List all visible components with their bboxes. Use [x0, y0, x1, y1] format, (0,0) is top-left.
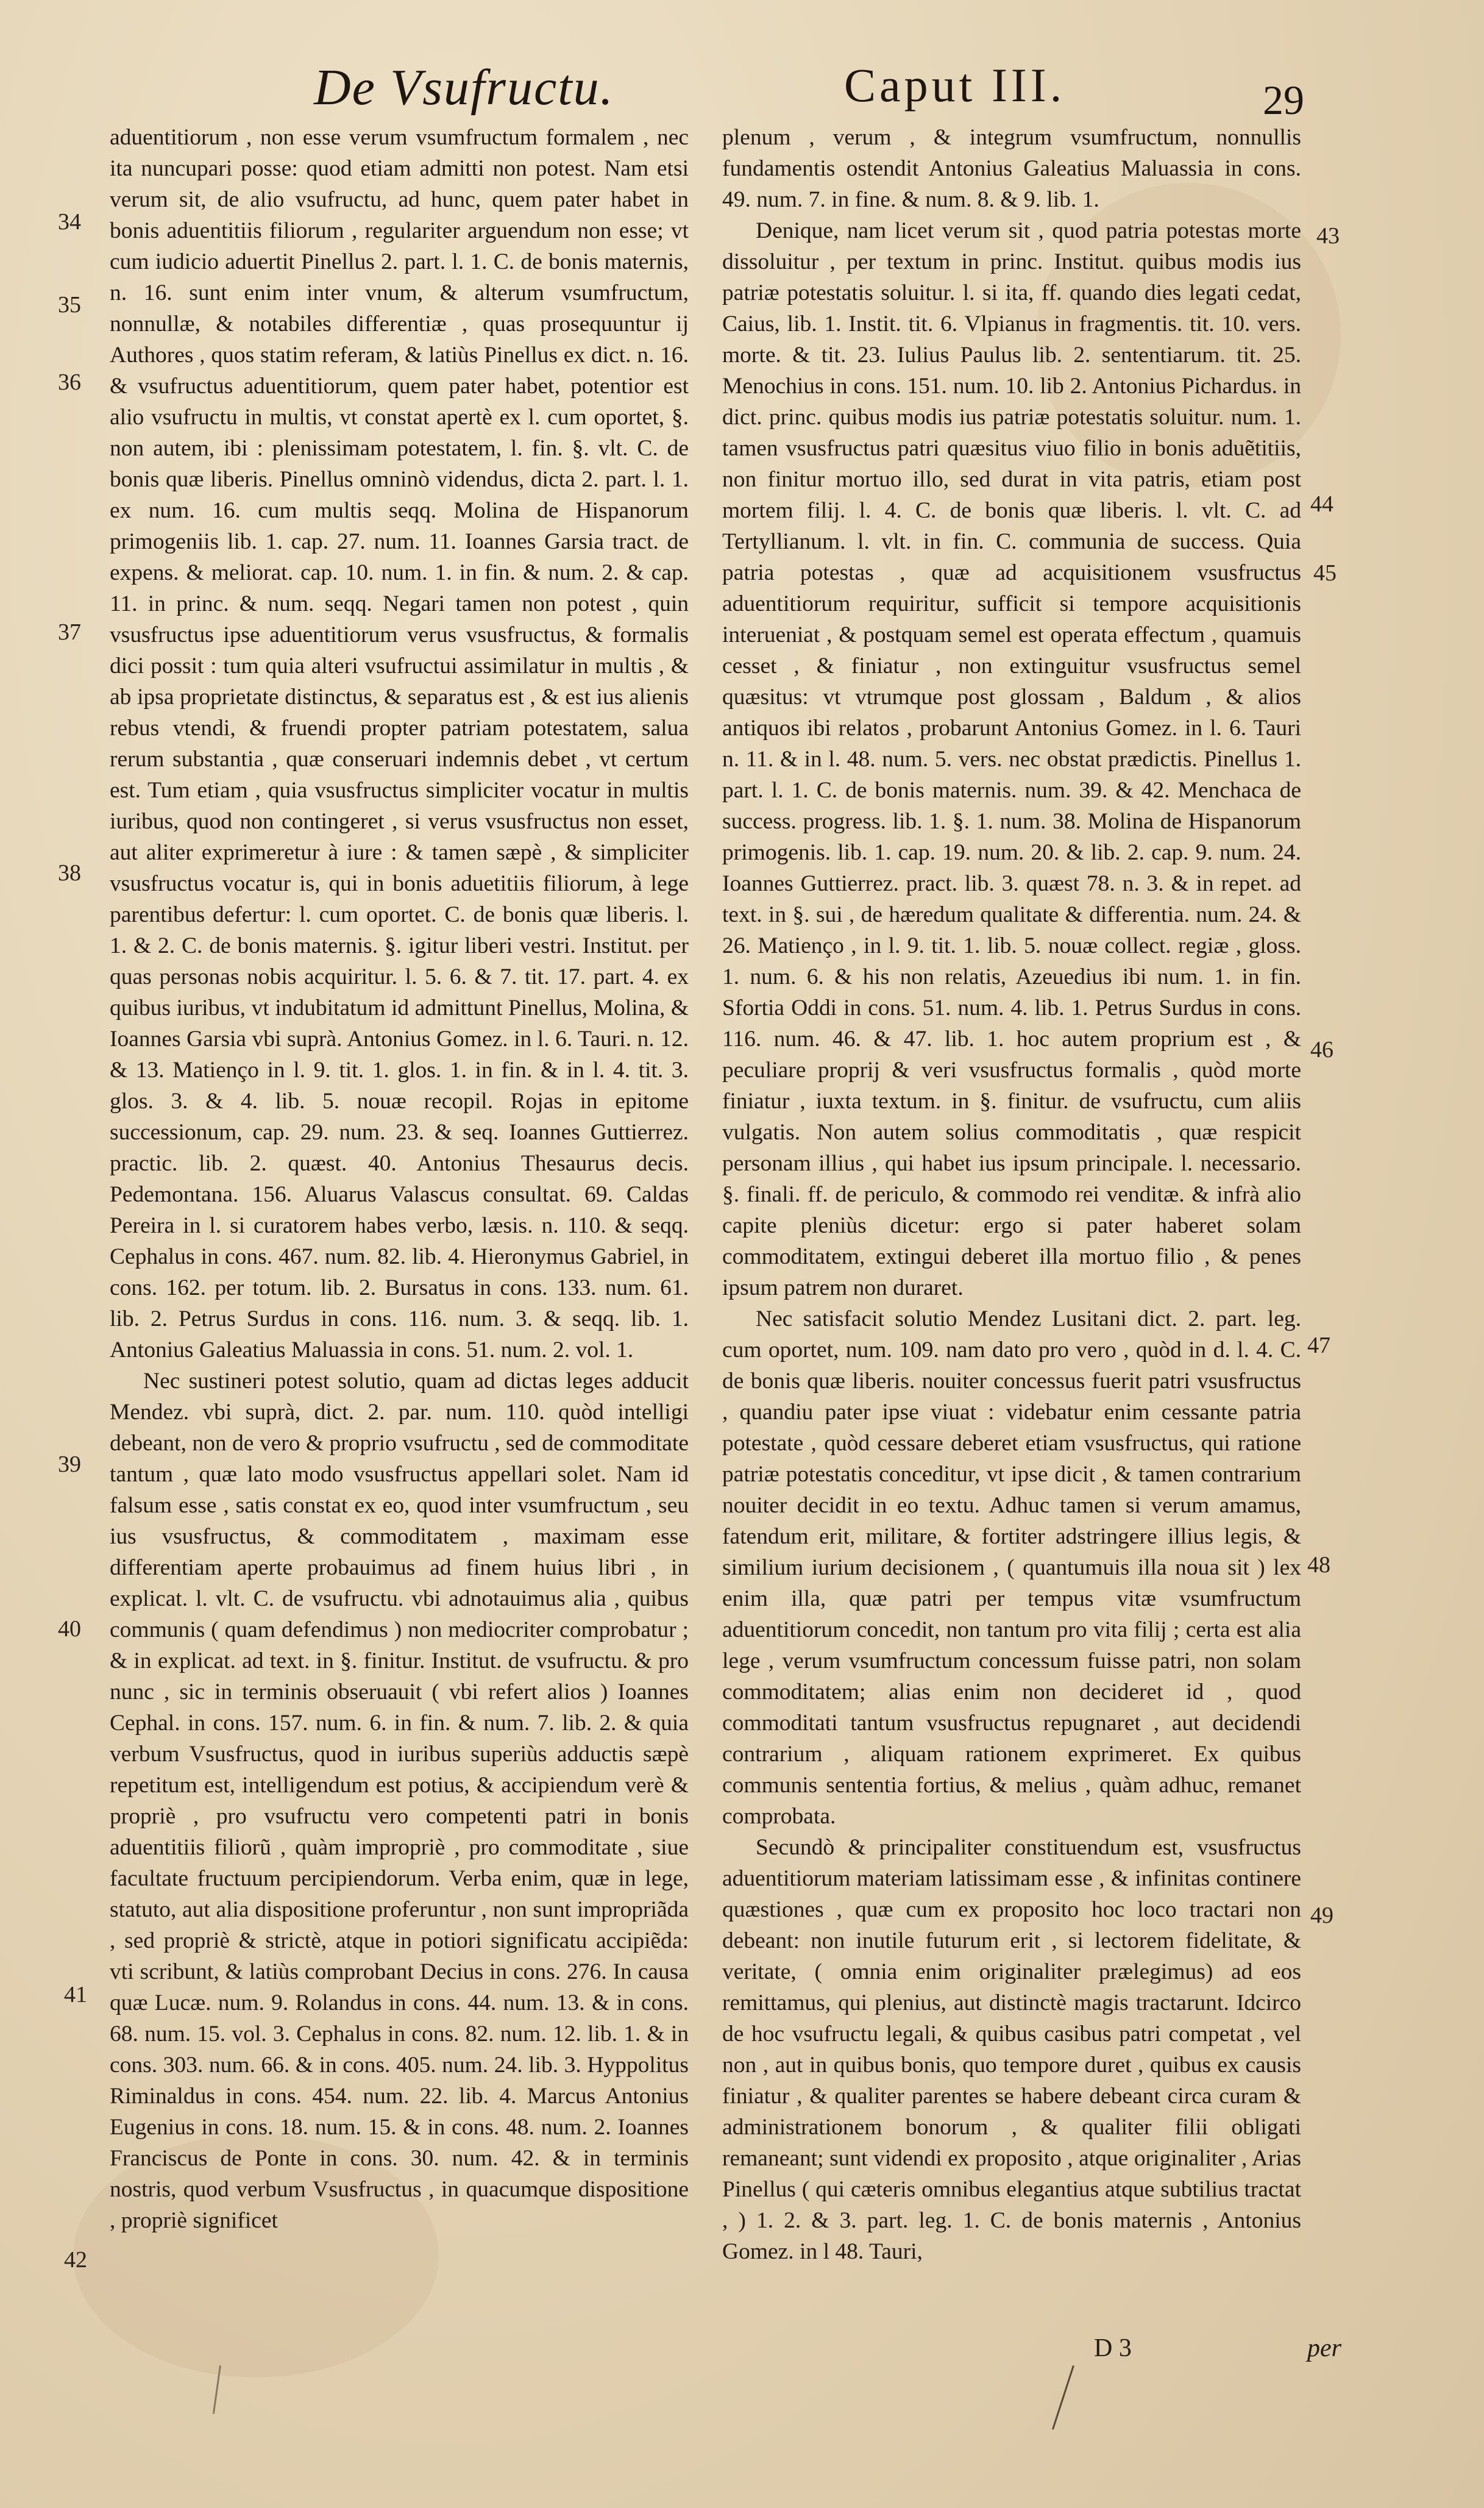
margin-number: 46	[1310, 1037, 1333, 1063]
running-title: De Vsufructu.	[314, 59, 614, 116]
catchword: per	[1307, 2334, 1341, 2362]
paragraph: Nec sustineri potest solutio, quam ad dictas leges adducit Mendez. vbi suprà, dict. 2. par. num. 110. quòd intelligi debeant, non de vero & proprio vsufructu , sed de commoditate tantum , quæ lato modo vsusfructus appellari solet. Nam id falsum esse , satis constat ex eo, quod inter vsumfructum , seu ius vsusfructus, & commoditatem , maximam esse differentiam aperte probauimus ad finem huius libri , in explicat. l. vlt. C. de vsufructu. vbi adnotauimus alia , quibus communis ( quam defendimus ) non mediocriter comprobatur ; & in explicat. ad text. in §. finitur. Institut. de vsufructu. & pro nunc , sic in terminis obseruauit ( vbi refert alios ) Ioannes Cephal. in cons. 157. num. 6. in fin. & num. 7. lib. 2. & quia verbum Vsusfructus, quod in iuribus superiùs adductis sæpè repetitum est, intelligendum est potius, & accipiendum verè & propriè , pro vsufructu vero competenti patri in bonis aduentitiis filiorũ , quàm impropriè , pro commoditate , siue facultate fructuum percipiendorum. Verba enim, quæ in lege, statuto, aut alia dispositione proferuntur , non sunt impropriãda , sed propriè & strictè, atque in potiori significatu accipiẽda: vti scribunt, & latiùs comprobant Decius in cons. 276. In causa quæ Lucæ. num. 9. Rolandus in cons. 44. num. 13. & in cons. 68. num. 15. vol. 3. Cephalus in cons. 82. num. 12. lib. 1. & in cons. 303. num. 66. & in cons. 405. num. 24. lib. 3. Hyppolitus Riminaldus in cons. 454. num. 22. lib. 4. Marcus Antonius Eugenius in cons. 18. num. 15. & in cons. 48. num. 2. Ioannes Franciscus de Ponte in cons. 30. num. 42. & in terminis nostris, quod verbum Vsusfructus , in quacumque dispositione , propriè significet	[110, 1369, 689, 2233]
margin-number: 45	[1313, 560, 1337, 586]
margin-number: 47	[1307, 1333, 1330, 1358]
left-column	[110, 122, 689, 2347]
paragraph: aduentitiorum , non esse verum vsumfructum formalem , nec ita nuncupari posse: quod etiam admitti non potest. Nam etsi verum sit, de alio vsufructu, ad hunc, quem pater habet in bonis aduentitiis filiorum , regulariter arguendum non esse; vt cum iudicio aduertit Pinellus 2. part. l. 1. C. de bonis maternis, n. 16. sunt enim inter vnum, & alterum vsumfructum, nonnullæ, & notabiles differentiæ , quas prosequuntur ij Authores , quos statim referam, & latiùs Pinellus ex dict. n. 16. & vsufructus aduentitiorum, quem pater habet, potentior est alio vsufructu in multis, vt constat apertè ex l. cum oportet, §. non autem, ibi : plenissimam potestatem, l. fin. §. vlt. C. de bonis quæ liberis. Pinellus omninò videndus, dicta 2. part. l. 1. ex num. 16. cum multis seqq. Molina de Hispanorum primogeniis lib. 1. cap. 27. num. 11. Ioannes Garsia tract. de expens. & meliorat. cap. 10. num. 1. in fin. & num. 2. & cap. 11. in princ. & num. seqq. Negari tamen non potest , quin vsusfructus ipse aduentitiorum verus vsusfructus, & formalis dici possit : tum quia alteri vsufructui assimilatur in multis , & ab ipsa proprietate distinctus, & separatus est , & est ius alienis rebus vtendi, & fruendi propter patriam potestatem, salua rerum substantia , quæ conseruari indemnis debet , vt certum est. Tum etiam , quia vsusfructus simpliciter vocatur in multis iuribus, quod non contingeret , si verus vsusfructus non esset, aut aliter exprimeretur à iure : & tamen sæpè , & simpliciter vsusfructus vocatur is, qui in bonis aduetitiis filiorum, à lege parentibus defertur: l. cum oportet. C. de bonis quæ liberis. l. 1. & 2. C. de bonis maternis. §. igitur liberi vestri. Institut. per quas personas nobis acquiritur. l. 5. 6. & 7. tit. 17. part. 4. ex quibus iuribus, vt indubitatum id admittunt Pinellus, Molina, & Ioannes Garsia vbi suprà. Antonius Gomez. in l. 6. Tauri. n. 12. & 13. Matienço in l. 9. tit. 1. glos. 1. in fin. & in l. 4. tit. 3. glos. 3. & 4. lib. 5. nouæ recopil. Rojas in epitome successionum, cap. 29. num. 23. & seq. Ioannes Guttierrez. practic. lib. 2. quæst. 40. Antonius Thesaurus decis. Pedemontana. 156. Aluarus Valascus consultat. 69. Caldas Pereira in l. si curatorem habes verbo, læsis. n. 110. & seqq. Cephalus in cons. 467. num. 82. lib. 4. Hieronymus Gabriel, in cons. 162. per totum. lib. 2. Bursatus in cons. 133. num. 61. lib. 2. Petrus Surdus in cons. 116. num. 3. & seqq. lib. 1. Antonius Galeatius Maluassia in cons. 51. num. 2. vol. 1.	[110, 125, 689, 1363]
right-column	[722, 122, 1301, 2347]
paragraph: plenum , verum , & integrum vsumfructum, nonnullis fundamentis ostendit Antonius Galeatius Maluassia in cons. 49. num. 7. in fine. & num. 8. & 9. lib. 1.	[722, 125, 1301, 212]
margin-number: 48	[1307, 1552, 1330, 1578]
ink-stroke	[1052, 2365, 1074, 2430]
chapter-title: Caput III.	[844, 59, 1066, 112]
margin-number: 35	[58, 292, 81, 318]
margin-number: 43	[1316, 223, 1340, 249]
paragraph: Nec satisfacit solutio Mendez Lusitani dict. 2. part. leg. cum oportet, num. 109. nam dato pro vero , quòd in d. l. 4. C. de bonis quæ liberis. nouiter concessus fuerit patri vsusfructus , quandiu pater ipse viuat : videbatur enim cessante patria potestate , quòd cessare deberet etiam vsusfructus, qui ratione patriæ potestatis conceditur, vt ipse dicit , & tamen contrarium nouiter decidit in eo textu. Adhuc tamen si verum amamus, fatendum erit, militare, & fortiter adstringere illius legis, & similium iurium decisionem , ( quantumuis illa noua sit ) lex enim illa, quæ patri per tempus vitæ vsumfructum aduentitiorum concedit, non tantum pro vita filij ; certa est alia lege , verum vsumfructum concessum fuisse patri, non solam commoditatem; alias enim non decideret id , quod commoditati tantum vsusfructus repugnaret , aut decidendi contrarium , aliquam rationem exprimeret. Ex quibus communis sententia fortius, & melius , quàm adhuc, remanet comprobata.	[722, 1306, 1301, 1829]
margin-number: 44	[1310, 491, 1333, 517]
signature-mark: D 3	[1094, 2334, 1132, 2362]
margin-number: 34	[58, 209, 81, 235]
page-number: 29	[1263, 77, 1304, 123]
paragraph: Denique, nam licet verum sit , quod patria potestas morte dissoluitur , per textum in princ. Institut. quibus modis ius patriæ potestatis soluitur. l. si ita, ff. quando dies legati cedat, Caius, lib. 1. Instit. tit. 6. Vlpianus in fragmentis. tit. 10. vers. morte. & tit. 23. Iulius Paulus lib. 2. sententiarum. tit. 25. Menochius in cons. 151. num. 10. lib 2. Antonius Pichardus. in dict. princ. quibus modis ius patriæ potestatis soluitur. num. 1. tamen vsusfructus patri quæsitus viuo filio in bonis aduẽtitiis, non finitur mortuo illo, sed durat in vita patris, etiam post mortem filij. l. 4. C. de bonis quæ liberis. l. vlt. C. ad Tertyllianum. l. vlt. in fin. C. communia de success. Quia patria potestas , quæ ad acquisitionem vsusfructus aduentitiorum requiritur, sufficit si tempore acquisitionis interueniat , & postquam semel est operata effectum , quamuis cesset , & finiatur , non extinguitur vsusfructus semel quæsitus: vt vtrumque post glossam , Baldum , & alios antiquos ibi relatos , probarunt Antonius Gomez. in l. 6. Tauri n. 11. & in l. 48. num. 5. vers. nec obstat prædictis. Pinellus 1. part. l. 1. C. de bonis maternis. num. 39. & 42. Menchaca de success. progress. lib. 1. §. 1. num. 38. Molina de Hispanorum primogenis. lib. 1. cap. 19. num. 20. & lib. 2. cap. 9. num. 24. Ioannes Guttierrez. pract. lib. 3. quæst 78. n. 3. & in repet. ad text. in §. sui , de hæredum qualitate & differentia. num. 24. & 26. Matienço , in l. 9. tit. 1. lib. 5. nouæ collect. regiæ , gloss. 1. num. 6. & his non relatis, Azeuedius ibi num. 1. in fin. Sfortia Oddi in cons. 51. num. 4. lib. 1. Petrus Surdus in cons. 116. num. 46. & 47. lib. 1. hoc autem proprium est , & peculiare proprij & veri vsusfructus formalis , quòd morte finiatur , iuxta textum. in §. finitur. de vsufructu, cum aliis vulgatis. Non autem solius commoditatis , quæ respicit personam illius , qui habet ius ipsum principale. l. necessario. §. finali. ff. de periculo, & commodo rei venditæ. & infrà alio capite pleniùs dicetur: ergo si pater haberet solam commoditatem, extingui deberet illa mortuo filio , & penes ipsum patrem non duraret.	[722, 218, 1301, 1300]
paragraph: Secundò & principaliter constituendum est, vsusfructus aduentitiorum materiam latissimam esse , & infinitas continere quæstiones , quæ cum ex proposito hoc loco tractari non debeant: non inutile futurum erit , si lectorem fidelitate, & veritate, ( omnia enim originaliter prælegimus) ad eos remittamus, qui plenius, aut distinctè magis tractarunt. Idcirco de hoc vsufructu legali, & quibus casibus patri competat , vel non , aut in quibus bonis, quo tempore duret , quibus ex causis finiatur , & qualiter parentes se habere debeant circa curam & administrationem bonorum , & qualiter filii obligati remaneant; sunt videndi ex proposito , atque originaliter , Arias Pinellus ( qui cæteris omnibus elegantius atque subtilius tractat , ) 1. 2. & 3. part. leg. 1. C. de bonis maternis , Antonius Gomez. in l 48. Tauri,	[722, 1835, 1301, 2264]
margin-number: 42	[64, 2247, 87, 2273]
margin-number: 38	[58, 860, 81, 886]
margin-number: 49	[1310, 1903, 1333, 1928]
margin-number: 41	[64, 1982, 87, 2007]
margin-number: 37	[58, 619, 81, 645]
margin-number: 40	[58, 1616, 81, 1642]
margin-number: 39	[58, 1452, 81, 1477]
margin-number: 36	[58, 369, 81, 395]
